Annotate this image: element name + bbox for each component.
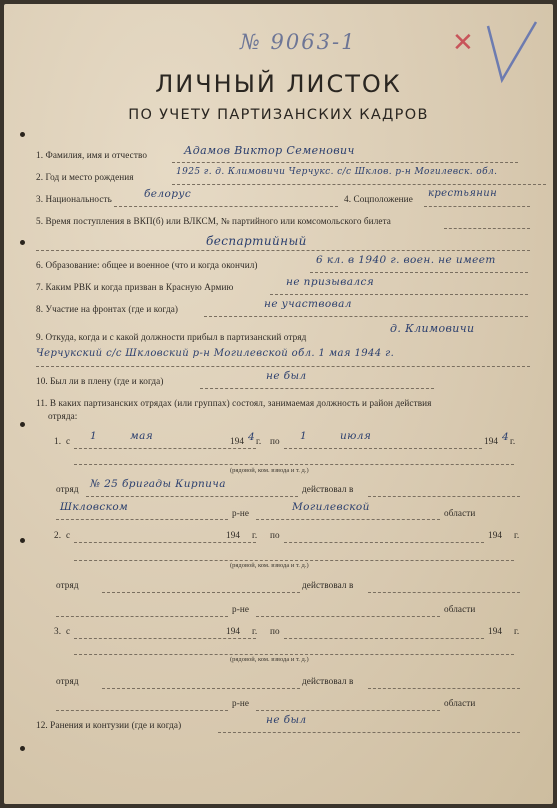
- field-12-value: не был: [266, 714, 307, 726]
- field-6-value: 6 кл. в 1940 г. воен. не имеет: [316, 254, 496, 266]
- field-7-value: не призывался: [286, 276, 375, 288]
- field-10-label: 10. Был ли в плену (где и когда): [36, 376, 164, 386]
- document-subtitle: ПО УЧЕТУ ПАРТИЗАНСКИХ КАДРОВ: [128, 107, 429, 123]
- field-10-value: не был: [266, 370, 307, 382]
- entry-1-from-month: мая: [130, 430, 154, 442]
- punch-hole: [20, 422, 25, 427]
- field-8-value: не участвовал: [264, 298, 352, 310]
- red-pencil-mark: ✕: [452, 28, 474, 58]
- punch-hole: [20, 538, 25, 543]
- entry-1-district: Шкловском: [60, 501, 129, 513]
- field-9-label: 9. Откуда, когда и с какой должности прибыл в партизанский отряд: [36, 332, 307, 342]
- field-4-value: крестьянин: [428, 188, 498, 199]
- document-title: ЛИЧНЫЙ ЛИСТОК: [155, 70, 402, 98]
- entry-1-to-month: июля: [340, 430, 372, 442]
- archive-number: № 9063-1: [240, 30, 357, 54]
- field-3-label: 3. Национальность: [36, 194, 112, 204]
- field-9-value-1: д. Климовичи: [390, 322, 475, 335]
- field-11-label: 11. В каких партизанских отрядах (или группах) состоял, занимаемая должность и район действия: [36, 398, 432, 408]
- punch-hole: [20, 746, 25, 751]
- entry-1-from-day: 1: [90, 430, 98, 442]
- entry-1-unit: № 25 бригады Кирпича: [90, 478, 226, 490]
- field-2-value: 1925 г. д. Климовичи Черчукс. с/с Шклов. р-н Могилевск. обл.: [176, 167, 498, 177]
- entry-1-region: Могилевской: [292, 501, 370, 513]
- entry-1-from: с: [66, 436, 71, 446]
- field-1-label: 1. Фамилия, имя и отчество: [36, 150, 148, 160]
- field-4-label: 4. Соцположение: [344, 194, 413, 204]
- field-3-value: белорус: [144, 188, 192, 200]
- punch-hole: [20, 132, 25, 137]
- field-8-label: 8. Участие на фронтах (где и когда): [36, 304, 179, 314]
- entry-1-from-year: 4: [248, 431, 256, 443]
- document-sheet: № 9063-1 ✕ ЛИЧНЫЙ ЛИСТОК ПО УЧЕТУ ПАРТИЗАНСКИХ КАДРОВ 1. Фамилия, имя и отчество Адамов Виктор Семенович 2. Год и место рождения 1925 г. д. Климовичи Черчукс. с/с Шклов. р-н Могилевск. обл. 3. Национальность белорус 4. Соцположение крестьянин 5. Время поступления в ВКП(б) или ВЛКСМ, № партийного или комсомольского билета беспартийный 6. Образование: общее и военное (что и когда окончил) 6 кл. в 1940 г. воен. не имеет 7. Каким РВК и когда призван в Красную Армию не призывался 8. Участие на фронтах (где и когда) не участвовал 9. Откуда, когда и с какой должности прибыл в партизанский отряд д. Климовичи Черчукский с/с Шкловский р-н Могилевской обл. 1 мая 1944 г. 10. Был ли в плену (где и когда) не был 11. В каких партизанских отрядах (или группах) состоял, занимаемая должность и район действия отряда: 1. с 1 мая 194 4 г. по 1 июля 194 4 г. (рядовой, ком. взвода и т. д.) отряд № 25 бригады Кирпича действовал в Шкловском р-не Могилевской области 2. с 194 г. по 194 г. (рядовой, ком. взвода и т. д.) отряд действовал в р-не области 3. с 194 г. по 194 г. (рядовой, ком. взвода и т. д.) отряд действовал в р-не области 12. Ранения и контузии (где и когда) не был: [4, 4, 553, 804]
- field-11-label-cont: отряда:: [48, 411, 78, 421]
- field-7-label: 7. Каким РВК и когда призван в Красную Армию: [36, 282, 234, 292]
- punch-hole: [20, 240, 25, 245]
- field-5-label: 5. Время поступления в ВКП(б) или ВЛКСМ, № партийного или комсомольского билета: [36, 216, 391, 226]
- entry-1-to-day: 1: [300, 430, 308, 442]
- field-9-value-2: Черчукский с/с Шкловский р-н Могилевской обл. 1 мая 1944 г.: [36, 348, 395, 359]
- field-5-value: беспартийный: [206, 234, 307, 248]
- field-12-label: 12. Ранения и контузии (где и когда): [36, 720, 182, 730]
- field-2-label: 2. Год и место рождения: [36, 172, 134, 182]
- entry-1-to-year: 4: [502, 431, 510, 443]
- field-1-value: Адамов Виктор Семенович: [184, 144, 355, 157]
- field-6-label: 6. Образование: общее и военное (что и когда окончил): [36, 260, 258, 270]
